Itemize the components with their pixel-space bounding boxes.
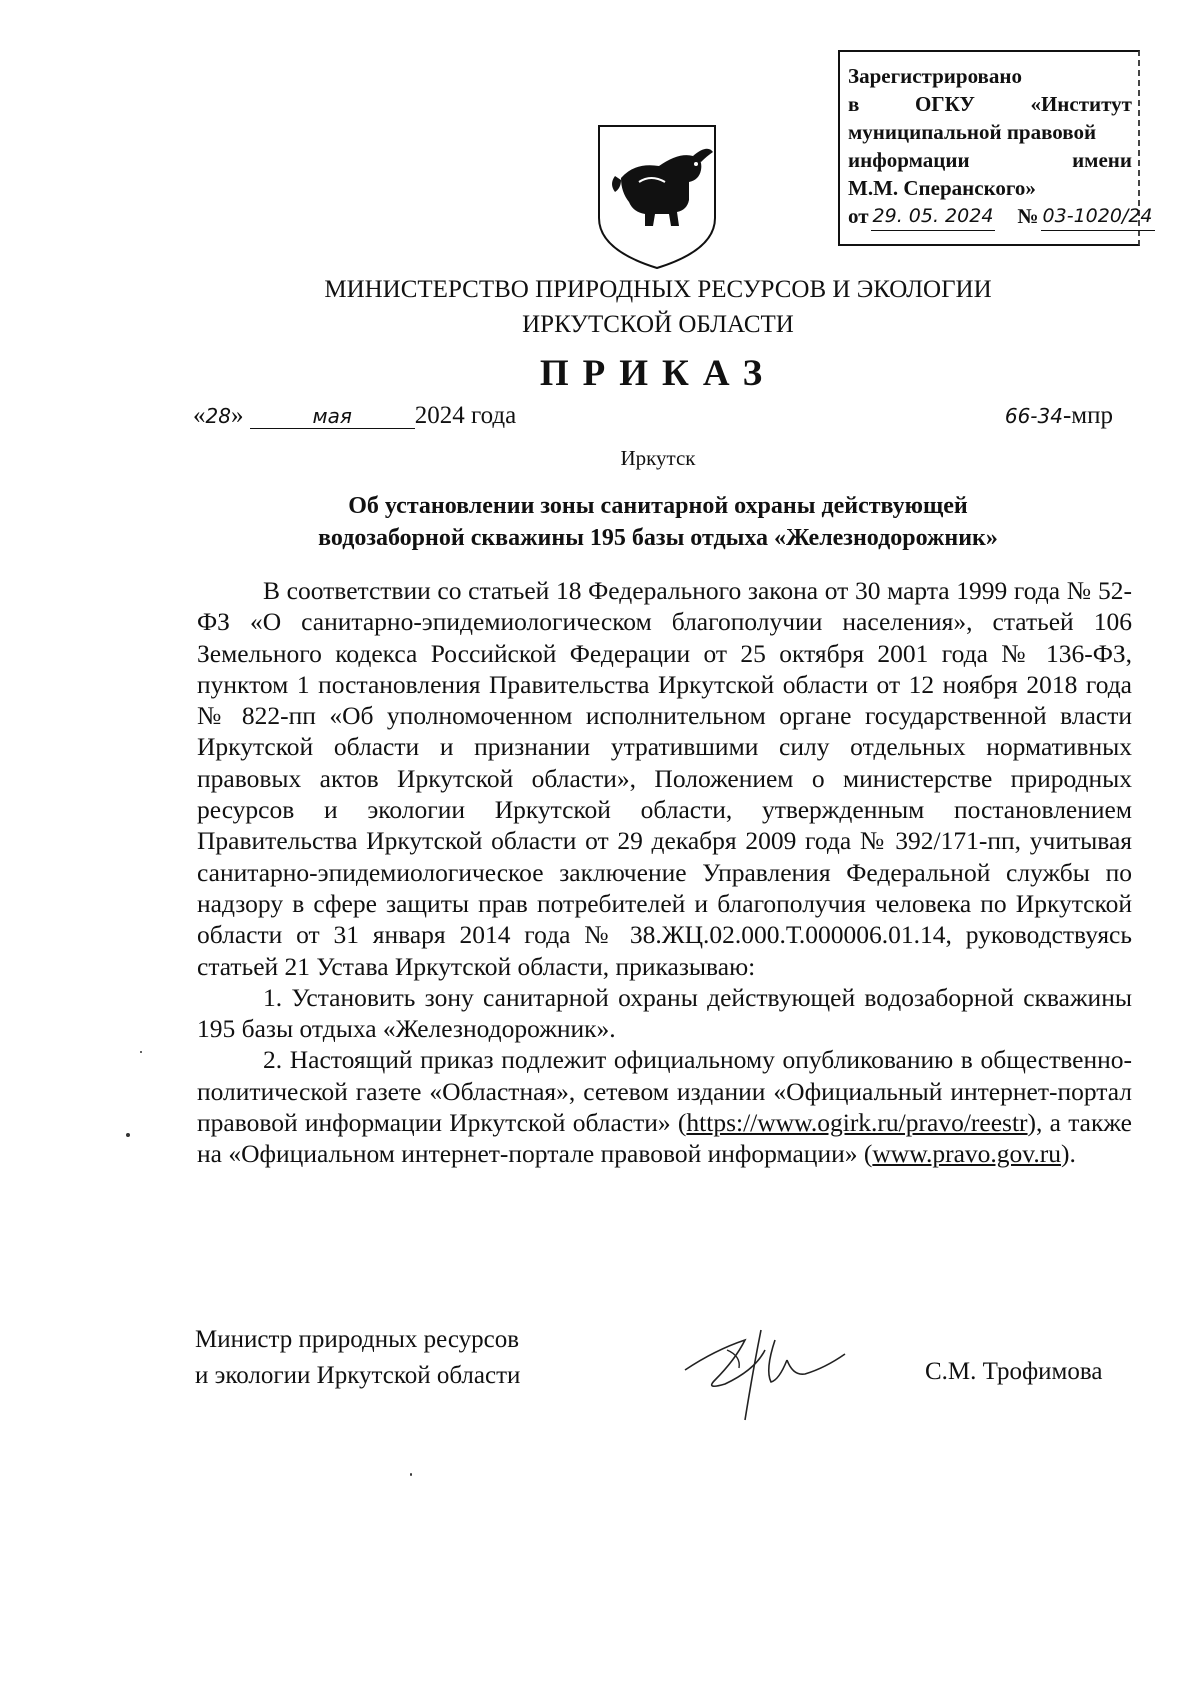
document-date [193,402,516,430]
subject-line2: водозаборной скважины 195 базы отдыха «Железнодорожник» [318,525,998,551]
scan-speck [140,1051,142,1053]
registration-stamp [838,50,1153,246]
document-body [197,575,1132,1170]
month-handwritten: мая [250,404,415,429]
stamp-line2-a: в [848,92,860,116]
item2-text-part3: ). [1060,1139,1076,1169]
document-year: 2024 года [414,402,517,429]
ministry-header [0,272,1200,342]
signer-position [195,1322,520,1394]
coat-of-arms-icon [595,122,719,270]
stamp-line2-c: «Институт [1030,92,1132,116]
body-item2 [197,1044,1132,1169]
body-preamble: В соответствии со статьей 18 Федерального закона от 30 марта 1999 года № 52-ФЗ «О санитарно-эпидемиологическом благополучии населения», статьей 106 Земельного кодекса Российской Федерации от 25 октября 2001 года № 136-ФЗ, пунктом 1 постановления Правительства Иркутской области от 12 ноября 2018 года № 822-пп «Об уполномоченном исполнительном органе государственной власти Иркутской области и признании утратившими силу отдельных нормативных правовых актов Иркутской области», Положением о министерстве природных ресурсов и экологии Иркутской области, утвержденным постановлением Правительства Иркутской области от 29 декабря 2009 года № 392/171-пп, учитывая санитарно-эпидемиологическое заключение Управления Федеральной службы по надзору в сфере защиты прав потребителей и благополучия человека по Иркутской области от 31 января 2014 года № 38.ЖЦ.02.000.Т.000006.01.14, руководствуясь статьей 21 Устава Иркутской области, приказываю: [197,576,1132,981]
day-close-quote: » [230,402,244,429]
body-item1: 1. Установить зону санитарной охраны действующей водозаборной скважины 195 базы отдыха «Железнодорожник». [197,982,1132,1044]
stamp-date-value: 29. 05. 2024 [871,202,996,231]
ministry-line2: ИРКУТСКОЙ ОБЛАСТИ [522,311,794,338]
signer-position-line1: Министр природных ресурсов [195,1326,520,1353]
stamp-line5: М.М. Сперанского» [848,176,1036,200]
item2-text-part1: 2. Настоящий приказ подлежит официальному опубликованию в общественно-политической газете «Областная», сетевом издании «Официальный интернет-портал правовой информации Иркутской области» ( [197,1045,1132,1138]
scan-speck [126,1133,130,1137]
ogirk-link[interactable]: https://www.ogirk.ru/pravo/reestr [686,1108,1028,1138]
stamp-number-value: 03-1020/24 [1041,202,1155,231]
scan-speck [410,1473,412,1476]
signer-name: С.М. Трофимова [925,1358,1103,1385]
stamp-number-prefix: № [1017,204,1039,228]
stamp-line3: муниципальной правовой [848,120,1097,144]
handwritten-signature [675,1310,855,1430]
city: Иркутск [620,446,696,470]
stamp-line4-b: имени [1072,148,1132,172]
document-type: ПРИКАЗ [539,353,777,394]
day-open-quote: « [193,402,206,429]
item2-text-part2: ), а также на «Официальном интернет-портале правовой информации» ( [197,1108,1132,1169]
document-subject [0,490,1200,554]
number-suffix: -мпр [1062,402,1113,429]
pravo-link[interactable]: www.pravo.gov.ru [872,1139,1061,1169]
stamp-line1: Зарегистрировано [848,64,1022,88]
subject-line1: Об установлении зоны санитарной охраны действующей [348,493,968,519]
document-number [1005,402,1113,430]
stamp-date-prefix: от [848,204,869,228]
ministry-line1: МИНИСТЕРСТВО ПРИРОДНЫХ РЕСУРСОВ И ЭКОЛОГИИ [324,276,992,303]
day-handwritten: 28 [205,404,231,428]
number-handwritten: 66-34 [1004,404,1063,428]
signer-position-line2: и экологии Иркутской области [195,1362,521,1389]
stamp-line4-a: информации [848,148,970,172]
stamp-line2-b: ОГКУ [914,92,975,116]
date-number-line [193,402,1113,442]
